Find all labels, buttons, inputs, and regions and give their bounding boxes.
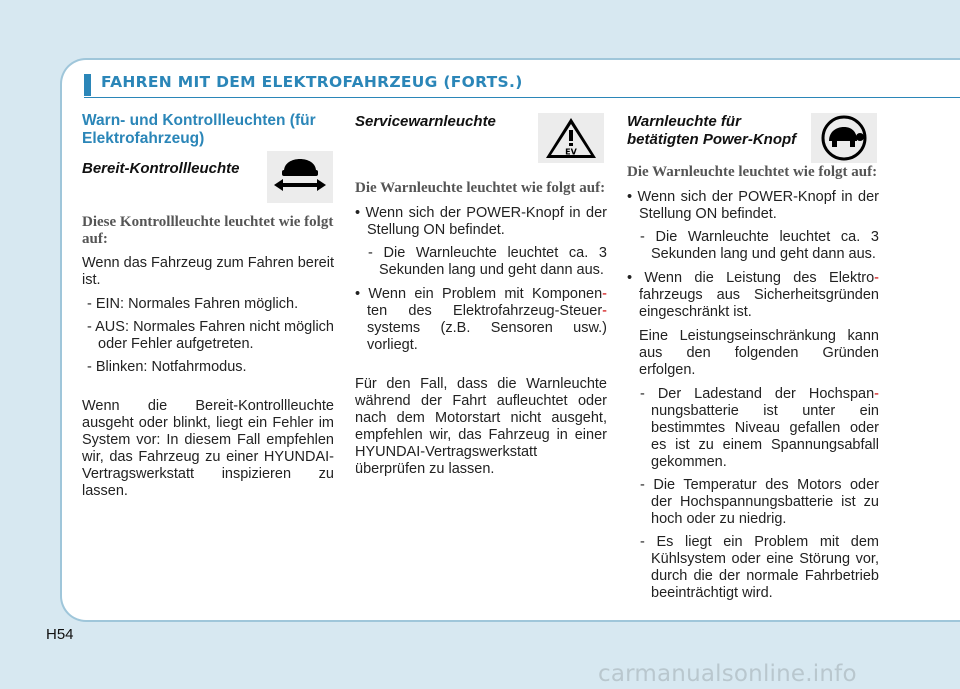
page-number: H54 xyxy=(46,626,74,643)
header-divider xyxy=(84,97,960,98)
subheading-power-limit: Warnleuchte für betätigten Power-Knopf xyxy=(627,113,797,148)
bullet-item: • Wenn ein Problem mit Komponen- ten des Elektrofahrzeug-Steuer- systems (z.B. Sensoren usw.) vorliegt. xyxy=(355,286,607,353)
bullet-item: • Wenn sich der POWER-Knopf in der Stellung ON befindet. xyxy=(627,189,879,222)
dash-item: - Die Warnleuchte leuchtet ca. 3 Sekunden lang und geht dann aus. xyxy=(368,245,607,278)
list-item: - EIN: Normales Fahren möglich. xyxy=(87,296,299,312)
intro-text: Wenn das Fahrzeug zum Fahren bereit ist. xyxy=(82,255,335,288)
para-text: Eine Leistungseinschränkung kann aus den folgenden Gründen erfolgen. xyxy=(639,328,879,378)
list-item: - Blinken: Notfahrmodus. xyxy=(87,359,247,375)
dash-item: - Der Ladestand der Hochspan- nungsbatterie ist unter ein bestimmtes Niveau gefallen oder es ist zu einem Spannungsabfall gekommen. xyxy=(640,386,879,470)
page-title: FAHREN MIT DEM ELEKTROFAHRZEUG (FORTS.) xyxy=(101,73,523,91)
ev-service-warning-icon xyxy=(538,113,604,163)
dash-item: - Die Warnleuchte leuchtet ca. 3 Sekunden lang und geht dann aus. xyxy=(640,229,879,262)
dash-item: - Es liegt ein Problem mit dem Kühlsystem oder eine Störung vor, durch die der normale Fahrbetrieb beeinträchtigt wird. xyxy=(640,534,879,601)
watermark: carmanualsonline.info xyxy=(598,661,857,687)
header-accent-bar xyxy=(84,74,91,96)
power-limit-turtle-icon xyxy=(811,113,877,163)
svg-text:EV: EV xyxy=(565,147,577,157)
bullet-item: • Wenn die Leistung des Elektro- fahrzeugs aus Sicherheitsgründen eingeschränkt ist. xyxy=(627,270,879,320)
ready-indicator-icon xyxy=(267,151,333,203)
column-power-limit-warning xyxy=(627,112,879,602)
lead-text: Die Warnleuchte leuchtet wie folgt auf: xyxy=(627,164,878,180)
lead-text: Diese Kontrollleuchte leuchtet wie folgt auf: xyxy=(82,214,334,247)
lead-text: Die Warnleuchte leuchtet wie folgt auf: xyxy=(355,180,606,196)
subheading-ready-light: Bereit-Kontrollleuchte xyxy=(82,160,240,177)
bullet-item: • Wenn sich der POWER-Knopf in der Stellung ON befindet. xyxy=(355,205,607,238)
subheading-service-warning: Servicewarnleuchte xyxy=(355,113,496,130)
section-heading: Warn- und Kontrollleuchten (für Elektrofahrzeug) xyxy=(82,112,316,147)
dash-item: - Die Temperatur des Motors oder der Hochspannungsbatterie ist zu hoch oder zu niedrig. xyxy=(640,477,879,527)
note-text: Für den Fall, dass die Warnleuchte während der Fahrt aufleuchtet oder nach dem Motorstart nicht ausgeht, empfehlen wir, das Fahrzeug in einer HYUNDAI-Vertragswerkstatt überprüfen zu lassen. xyxy=(355,376,607,477)
list-item: - AUS: Normales Fahren nicht möglich oder Fehler aufgetreten. xyxy=(87,319,334,352)
note-text: Wenn die Bereit-Kontrollleuchte ausgeht oder blinkt, liegt ein Fehler im System vor: In diesem Fall empfehlen wir, das Fahrzeug zu einer HYUNDAI-Vertragswerkstatt inspizieren zu lassen. xyxy=(82,398,334,499)
column-service-warning xyxy=(355,112,607,478)
